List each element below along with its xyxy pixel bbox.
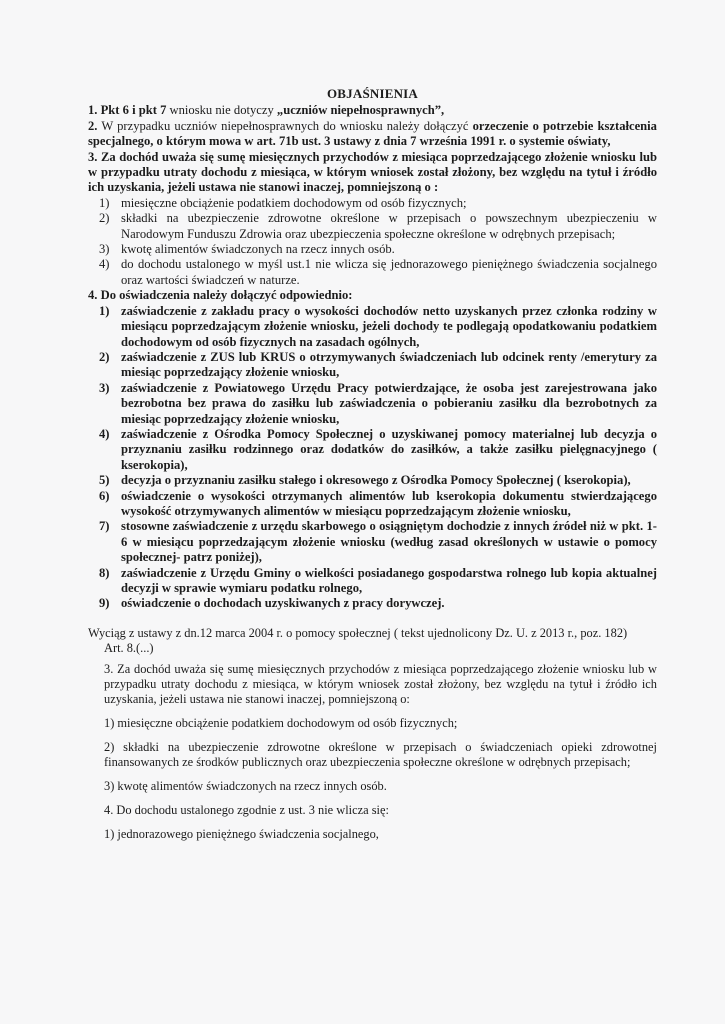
excerpt-paragraph: 1) jednorazowego pieniężnego świadczenia socjalnego,: [104, 826, 379, 841]
excerpt-heading: Wyciąg z ustawy z dn.12 marca 2004 r. o pomocy społecznej ( tekst ujednolicony Dz. U. z 2013 r., poz. 182): [88, 625, 628, 640]
point-1-bold-start: Pkt 6 i pkt 7: [100, 103, 167, 118]
list-item-text: stosowne zaświadczenie z urzędu skarbowego o osiągniętym dochodzie z innych źródeł niż w pkt. 1-6 w miesiącu poprzedzającym złożenie wniosku (według zasad określonych w ustawie o pomocy społecznej- patrz poniżej),: [121, 519, 657, 565]
list-item-text: zaświadczenie z Powiatowego Urzędu Pracy potwierdzające, że osoba jest zarejestrowana jako bezrobotna bez prawa do zasiłku lub zaświadczenia o pobieraniu zasiłku dla bezrobotnych za miesiąc poprzedzający złożenie wniosku,: [121, 380, 657, 426]
point-3: [88, 150, 657, 196]
list-item-number: 3): [99, 380, 110, 395]
list-item: [99, 349, 657, 381]
list-item-text: oświadczenie o dochodach uzyskiwanych z pracy dorywczej.: [121, 596, 445, 611]
excerpt-paragraph: 2) składki na ubezpieczenie zdrowotne określone w przepisach o świadczeniach opieki zdrowotnej finansowanych ze środków publicznych oraz ubezpieczenia społeczne określone w odrębnych przepisach;: [104, 739, 657, 769]
list-item-text: zaświadczenie z zakładu pracy o wysokości dochodów netto uzyskanych przez członka rodziny w miesiącu poprzedzającym złożenie wniosku, jeżeli dochody te podlegają opodatkowaniu podatkiem dochodowym od osób fizycznych na zasadach ogólnych,: [121, 303, 657, 349]
list-item: [99, 242, 657, 257]
list-item-number: 4): [99, 257, 110, 272]
list-item-text: kwotę alimentów świadczonych na rzecz innych osób.: [121, 242, 395, 257]
point-3-number: 3.: [88, 149, 98, 164]
law-excerpt: [88, 626, 657, 842]
excerpt-paragraph: 3) kwotę alimentów świadczonych na rzecz innych osób.: [104, 778, 387, 793]
list-item: [99, 426, 657, 473]
excerpt-paragraph: 4. Do dochodu ustalonego zgodnie z ust. 3 nie wlicza się:: [104, 802, 389, 817]
list-item: [99, 211, 657, 242]
list-item-number: 6): [99, 488, 110, 503]
point-2: [88, 119, 657, 150]
list-item-number: 1): [99, 303, 110, 318]
list-item-number: 9): [99, 596, 110, 611]
list-item-number: 4): [99, 426, 110, 441]
list-item-text: miesięczne obciążenie podatkiem dochodowym od osób fizycznych;: [121, 195, 467, 210]
point-4-text: Do oświadczenia należy dołączyć odpowiednio:: [97, 288, 353, 303]
excerpt-article: Art. 8.(...): [104, 640, 154, 655]
point-1-number: 1.: [88, 103, 98, 118]
list-item-text: zaświadczenie z ZUS lub KRUS o otrzymywanych świadczeniach lub odcinek renty /emerytury za miesiąc poprzedzający złożenie wniosku,: [121, 349, 657, 380]
point-2-text: W przypadku uczniów niepełnosprawnych do wniosku należy dołączyć: [97, 118, 473, 133]
list-item-text: zaświadczenie z Urzędu Gminy o wielkości posiadanego gospodarstwa rolnego lub kopia aktualnej decyzji w sprawie wymiaru podatku rolnego,: [121, 565, 657, 595]
list-item-number: 2): [99, 349, 110, 364]
list-item-number: 5): [99, 473, 110, 488]
list-item-number: 1): [99, 195, 110, 210]
list-item: [99, 565, 657, 597]
list-item-number: 2): [99, 211, 110, 226]
excerpt-paragraph: 1) miesięczne obciążenie podatkiem dochodowym od osób fizycznych;: [104, 715, 458, 730]
list-item-number: 8): [99, 565, 110, 580]
list-item-text: oświadczenie o wysokości otrzymanych alimentów lub kserokopia dokumentu stwierdzającego wysokość otrzymywanych alimentów w miesiącu poprzedzającym złożenie wniosku,: [121, 488, 657, 518]
list-item: [99, 473, 657, 488]
point-3-text: Za dochód uważa się sumę miesięcznych przychodów z miesiąca poprzedzającego złożenie wniosku lub w przypadku utraty dochodu z miesiąca, w którym wniosek został złożony, bez względu na tytuł i źródło ich uzyskania, jeżeli ustawa nie stanowi inaczej, pomniejszoną o :: [88, 149, 657, 195]
list-item: [99, 596, 657, 611]
point-4: [88, 288, 657, 303]
point-4-list: [88, 304, 657, 612]
list-item: [99, 380, 657, 427]
section-spacer: [88, 612, 657, 626]
list-item: [99, 303, 657, 350]
list-item: [99, 488, 657, 520]
point-4-number: 4.: [88, 288, 98, 303]
point-1: [88, 103, 657, 118]
list-item-text: składki na ubezpieczenie zdrowotne określone w przepisach o powszechnym ubezpieczeniu w Narodowym Funduszu Zdrowia oraz ubezpieczenia społeczne określone w odrębnych przepisach;: [121, 211, 657, 241]
list-item: [99, 519, 657, 565]
list-item-number: 7): [99, 519, 110, 534]
list-item: [99, 195, 657, 211]
point-2-number: 2.: [88, 118, 98, 133]
point-1-text: wniosku nie dotyczy: [166, 103, 277, 118]
point-1-bold-end: „uczniów niepełnosprawnych”,: [276, 103, 445, 118]
list-item-number: 3): [99, 242, 110, 257]
point-3-list: [88, 196, 657, 288]
list-item-text: do dochodu ustalonego w myśl ust.1 nie wlicza się jednorazowego pieniężnego świadczenia socjalnego oraz wartości świadczeń w naturze.: [121, 257, 657, 287]
point-2-bold-text: orzeczenie o potrzebie kształcenia specjalnego, o którym mowa w art. 71b ust. 3 ustawy z dnia 7 września 1991 r. o systemie oświaty,: [88, 118, 657, 149]
excerpt-paragraph: 3. Za dochód uważa się sumę miesięcznych przychodów z miesiąca poprzedzającego złożenie wniosku lub w przypadku utraty dochodu z miesiąca, w którym wniosek został złożony, bez względu na tytuł i źródło ich uzyskania, jeżeli ustawa nie stanowi inaczej, pomniejszoną o:: [104, 661, 657, 706]
list-item-text: decyzja o przyznaniu zasiłku stałego i okresowego z Ośrodka Pomocy Społecznej ( kserokopia),: [121, 473, 631, 488]
list-item-text: zaświadczenie z Ośrodka Pomocy Społecznej o uzyskiwanej pomocy materialnej lub decyzja o przyznaniu zasiłku rodzinnego oraz dodatków do zasiłków, a także zasiłku pielęgnacyjnego ( kserokopia),: [121, 426, 657, 472]
list-item: [99, 257, 657, 288]
page-title: OBJAŚNIENIA: [326, 86, 419, 101]
